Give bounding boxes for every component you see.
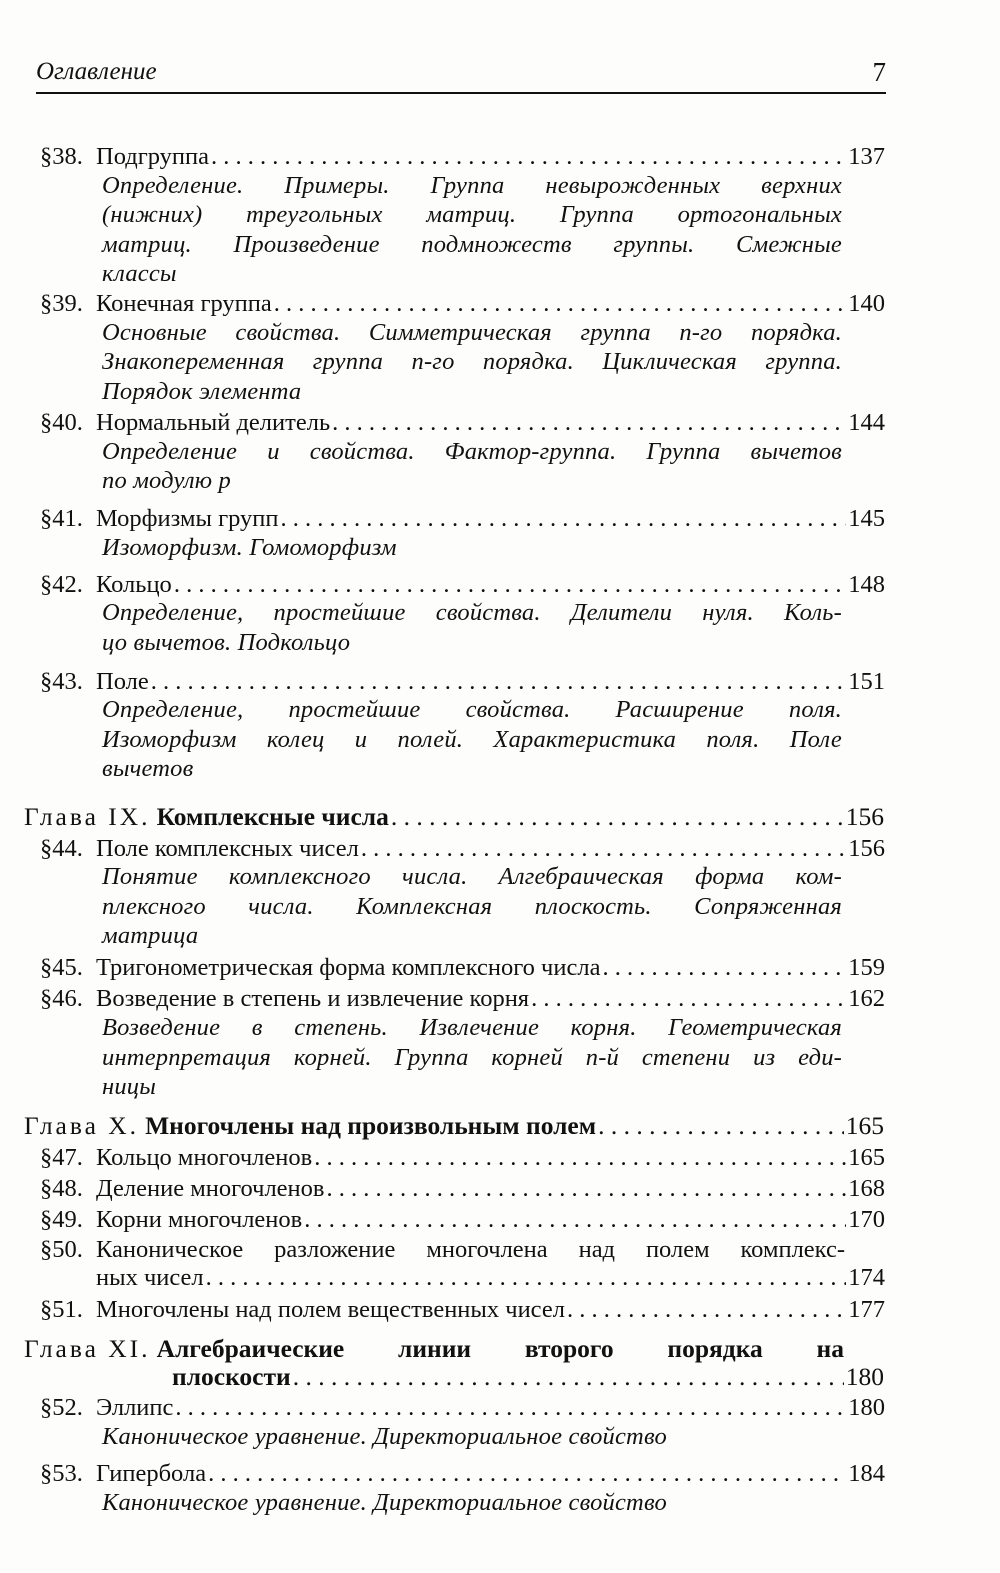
chapter-title: Алгебраические линии второго порядка на	[156, 1334, 844, 1363]
section-number: §50.	[40, 1236, 83, 1263]
toc-entry[interactable]	[40, 142, 885, 172]
section-description: интерпретация корней. Группа корней n-й степени из еди-	[102, 1044, 842, 1071]
section-number: §46.	[40, 985, 83, 1012]
toc-entry[interactable]	[40, 289, 885, 319]
section-description: матриц. Произведение подмножеств группы. Смежные	[102, 231, 842, 258]
leader-dots	[174, 570, 846, 600]
chapter-heading[interactable]	[24, 1362, 884, 1392]
section-page: 148	[848, 571, 885, 598]
chapter-heading[interactable]	[24, 1111, 884, 1141]
section-page: 145	[848, 505, 885, 532]
section-description: Порядок элемента	[102, 378, 302, 405]
toc-entry[interactable]	[40, 1205, 885, 1235]
chapter-title-continued: плоскости	[172, 1362, 291, 1391]
chapter-heading[interactable]	[24, 802, 884, 832]
leader-dots	[567, 1295, 846, 1325]
section-description: Основные свойства. Симметрическая группа n-го порядка.	[102, 319, 842, 346]
toc-entry[interactable]	[40, 504, 885, 534]
chapter-label: Глава X.	[24, 1111, 140, 1140]
section-title: Гипербола	[96, 1460, 207, 1487]
section-title: Подгруппа	[96, 143, 210, 170]
section-description: Каноническое уравнение. Директориальное свойство	[102, 1423, 667, 1450]
toc-entry[interactable]	[40, 834, 885, 864]
section-number: §44.	[40, 835, 83, 862]
leader-dots	[391, 802, 844, 832]
header-page-number: 7	[872, 57, 886, 87]
section-number: §52.	[40, 1394, 83, 1421]
section-description: цо вычетов. Подкольцо	[102, 629, 351, 656]
section-number: §41.	[40, 505, 83, 532]
section-description: Каноническое уравнение. Директориальное свойство	[102, 1489, 667, 1516]
section-number: §43.	[40, 668, 83, 695]
section-page: 162	[848, 985, 885, 1012]
section-description: Возведение в степень. Извлечение корня. Геометрическая	[102, 1014, 842, 1041]
section-description: Понятие комплексного числа. Алгебраическая форма ком-	[102, 863, 842, 890]
chapter-label: Глава IX.	[24, 802, 151, 831]
section-description: матрица	[102, 922, 199, 949]
section-description: ницы	[102, 1073, 157, 1100]
chapter-label: Глава XI.	[24, 1334, 151, 1363]
section-description: Изоморфизм. Гомоморфизм	[102, 534, 397, 561]
section-title: Деление многочленов	[96, 1175, 325, 1202]
header-title: Оглавление	[36, 58, 157, 85]
leader-dots	[602, 953, 846, 983]
section-title: Возведение в степень и извлечение корня	[96, 985, 530, 1012]
section-heading-line	[40, 1235, 845, 1265]
section-number: §49.	[40, 1206, 83, 1233]
section-number: §48.	[40, 1175, 83, 1202]
section-page: 144	[848, 409, 885, 436]
chapter-page: 180	[845, 1362, 884, 1391]
toc-entry[interactable]	[40, 1295, 885, 1325]
leader-dots	[304, 1205, 846, 1235]
toc-entry[interactable]	[40, 953, 885, 983]
section-title: Корни многочленов	[96, 1206, 303, 1233]
section-title: Конечная группа	[96, 290, 272, 317]
leader-dots	[326, 1174, 846, 1204]
toc-entry[interactable]	[40, 570, 885, 600]
leader-dots	[293, 1362, 844, 1392]
section-description: Изоморфизм колец и полей. Характеристика поля. Поле	[102, 726, 842, 753]
section-page: 184	[848, 1460, 885, 1487]
toc-entry[interactable]	[40, 667, 885, 697]
toc-entry[interactable]	[40, 1143, 885, 1173]
toc-entry[interactable]	[40, 408, 885, 438]
section-description: Знакопеременная группа n-го порядка. Циклическая группа.	[102, 348, 842, 375]
section-description: Определение и свойства. Фактор-группа. Группа вычетов	[102, 438, 842, 465]
section-description: (нижних) треугольных матриц. Группа ортогональных	[102, 201, 842, 228]
section-description: по модулю p	[102, 467, 232, 494]
section-number: §51.	[40, 1296, 83, 1323]
section-title-continued: ных чисел	[96, 1264, 204, 1291]
chapter-page: 156	[845, 802, 884, 831]
leader-dots	[175, 1393, 846, 1423]
section-title: Каноническое разложение многочлена над полем комплекс-	[96, 1236, 845, 1263]
toc-entry[interactable]	[40, 1174, 885, 1204]
section-title: Поле комплексных чисел	[96, 835, 359, 862]
section-description: Определение. Примеры. Группа невырожденных верхних	[102, 172, 842, 199]
section-page: 156	[848, 835, 885, 862]
section-page: 137	[848, 143, 885, 170]
section-description: Определение, простейшие свойства. Делители нуля. Коль-	[102, 599, 842, 626]
section-title: Морфизмы групп	[96, 505, 279, 532]
chapter-heading-line	[24, 1334, 844, 1364]
chapter-title: Многочлены над произвольным полем	[145, 1111, 597, 1140]
toc-entry[interactable]	[40, 1459, 885, 1489]
section-number: §40.	[40, 409, 83, 436]
leader-dots	[208, 1459, 846, 1489]
section-title: Нормальный делитель	[96, 409, 331, 436]
section-title: Кольцо	[96, 571, 172, 598]
section-title: Эллипс	[96, 1394, 174, 1421]
section-description: вычетов	[102, 755, 194, 782]
section-number: §53.	[40, 1460, 83, 1487]
section-number: §39.	[40, 290, 83, 317]
section-page: 180	[848, 1394, 885, 1421]
section-description: классы	[102, 260, 177, 287]
page-header	[36, 58, 886, 94]
section-page: 140	[848, 290, 885, 317]
section-title: Многочлены над полем вещественных чисел	[96, 1296, 565, 1323]
section-number: §45.	[40, 954, 83, 981]
leader-dots	[151, 667, 847, 697]
section-page: 177	[848, 1296, 885, 1323]
toc-entry[interactable]	[40, 984, 885, 1014]
leader-dots	[314, 1143, 846, 1173]
leader-dots	[206, 1263, 847, 1293]
section-page: 168	[848, 1175, 885, 1202]
section-title: Тригонометрическая форма комплексного числа	[96, 954, 601, 981]
toc-entry[interactable]	[40, 1393, 885, 1423]
chapter-title: Комплексные числа	[156, 802, 389, 831]
section-page: 174	[848, 1264, 885, 1291]
section-description: плексного числа. Комплексная плоскость. Сопряженная	[102, 893, 842, 920]
leader-dots	[332, 408, 846, 438]
section-page: 159	[848, 954, 885, 981]
section-number: §38.	[40, 143, 83, 170]
toc-entry[interactable]	[40, 1263, 885, 1293]
section-page: 170	[848, 1206, 885, 1233]
leader-dots	[274, 289, 846, 319]
section-description: Определение, простейшие свойства. Расширение поля.	[102, 696, 842, 723]
section-number: §47.	[40, 1144, 83, 1171]
section-title: Поле	[96, 668, 149, 695]
leader-dots	[281, 504, 847, 534]
section-title: Кольцо многочленов	[96, 1144, 313, 1171]
leader-dots	[531, 984, 846, 1014]
chapter-page: 165	[845, 1111, 884, 1140]
leader-dots	[598, 1111, 844, 1141]
section-page: 151	[848, 668, 885, 695]
section-page: 165	[848, 1144, 885, 1171]
section-number: §42.	[40, 571, 83, 598]
leader-dots	[211, 142, 846, 172]
leader-dots	[361, 834, 846, 864]
